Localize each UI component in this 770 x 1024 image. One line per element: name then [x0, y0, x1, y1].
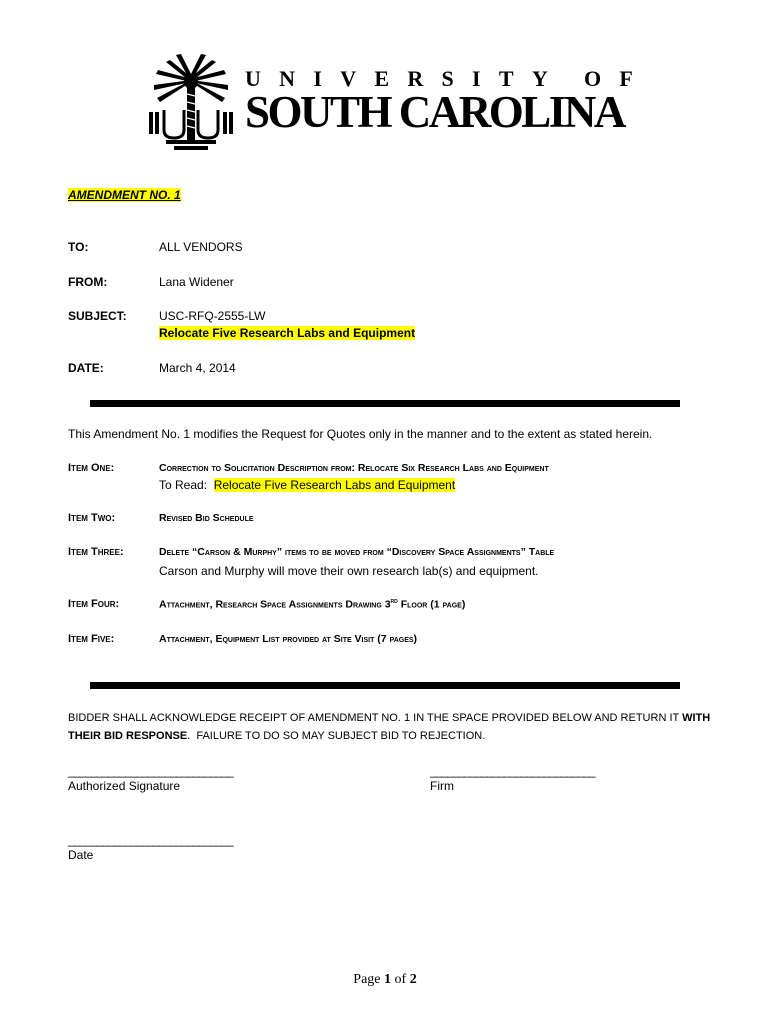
divider-rule [90, 400, 680, 407]
letter: F [619, 66, 633, 91]
of-word: of [394, 972, 407, 987]
firm-line[interactable]: _____________________________ [430, 764, 595, 778]
ack-bold-text: WITH THEIR BID RESPONSE [68, 712, 711, 742]
palmetto-tree-seal-icon [146, 52, 236, 152]
letter: V [340, 66, 357, 91]
subject-title-text: Relocate Five Research Labs and Equipment [159, 326, 416, 340]
authorized-signature-label: Authorized Signature [68, 779, 181, 793]
item-label: Item Three: [68, 546, 124, 558]
item-sub [159, 478, 455, 492]
item-title: Delete “Carson & Murphy” items to be moved from “Discovery Space Assignments” Table [159, 546, 555, 558]
divider-rule [90, 682, 680, 689]
letter: N [279, 66, 296, 91]
from-label: FROM: [68, 275, 108, 289]
item-label: Item Two: [68, 512, 116, 524]
date-label: DATE: [68, 361, 104, 375]
page-footer [0, 972, 770, 988]
letter: S [441, 66, 454, 91]
from-value: Lana Widener [159, 275, 234, 289]
letter: T [498, 66, 514, 91]
subject-label: SUBJECT: [68, 309, 127, 323]
item-sub-prefix: To Read: [159, 478, 214, 492]
date-signature-label: Date [68, 848, 94, 862]
item-title [159, 598, 465, 611]
page-word: Page [353, 972, 381, 987]
subject-value: USC-RFQ-2555-LW [159, 309, 266, 323]
firm-label: Firm [430, 779, 454, 793]
letter: I [313, 66, 322, 91]
letter: R [407, 66, 424, 91]
amendment-title: AMENDMENT NO. 1 [68, 188, 181, 202]
letter: I [472, 66, 481, 91]
date-value: March 4, 2014 [159, 361, 236, 375]
item-title: Revised Bid Schedule [159, 512, 254, 524]
item-label: Item One: [68, 462, 115, 474]
letter: Y [531, 66, 548, 91]
to-value: ALL VENDORS [159, 240, 243, 254]
item-title: Attachment, Equipment List provided at Site Visit (7 pages) [159, 633, 418, 645]
item-title-sup: rd [390, 598, 398, 605]
ack-tail: . FAILURE TO DO SO MAY SUBJECT BID TO REJECTION. [187, 730, 486, 742]
item-sub-highlight: Relocate Five Research Labs and Equipment [213, 478, 456, 492]
subject-title [159, 326, 415, 340]
authorized-signature-line[interactable]: _____________________________ [68, 764, 233, 778]
item-label: Item Four: [68, 598, 120, 610]
letterhead-institution-name: SOUTH CAROLINA [245, 87, 624, 137]
page-number: 1 [384, 972, 392, 987]
item-title: Correction to Solicitation Description from: Relocate Six Research Labs and Equipment [159, 462, 549, 474]
item-title-b: Floor (1 page) [397, 598, 466, 611]
acknowledgement-notice [68, 709, 718, 745]
intro-paragraph: This Amendment No. 1 modifies the Request for Quotes only in the manner and to the extent as stated herein. [68, 427, 653, 441]
letter: U [245, 66, 261, 91]
letter: O [584, 66, 602, 91]
letter: E [374, 66, 390, 91]
date-signature-line[interactable]: _____________________________ [68, 833, 233, 847]
item-title-a: Attachment, Research Space Assignments Drawing 3 [159, 598, 391, 611]
item-sub: Carson and Murphy will move their own research lab(s) and equipment. [159, 564, 539, 578]
item-label: Item Five: [68, 633, 115, 645]
page-total: 2 [409, 972, 417, 987]
to-label: TO: [68, 240, 89, 254]
ack-text: BIDDER SHALL ACKNOWLEDGE RECEIPT OF AMENDMENT NO. 1 IN THE SPACE PROVIDED BELOW AND RETURN IT [68, 712, 683, 724]
